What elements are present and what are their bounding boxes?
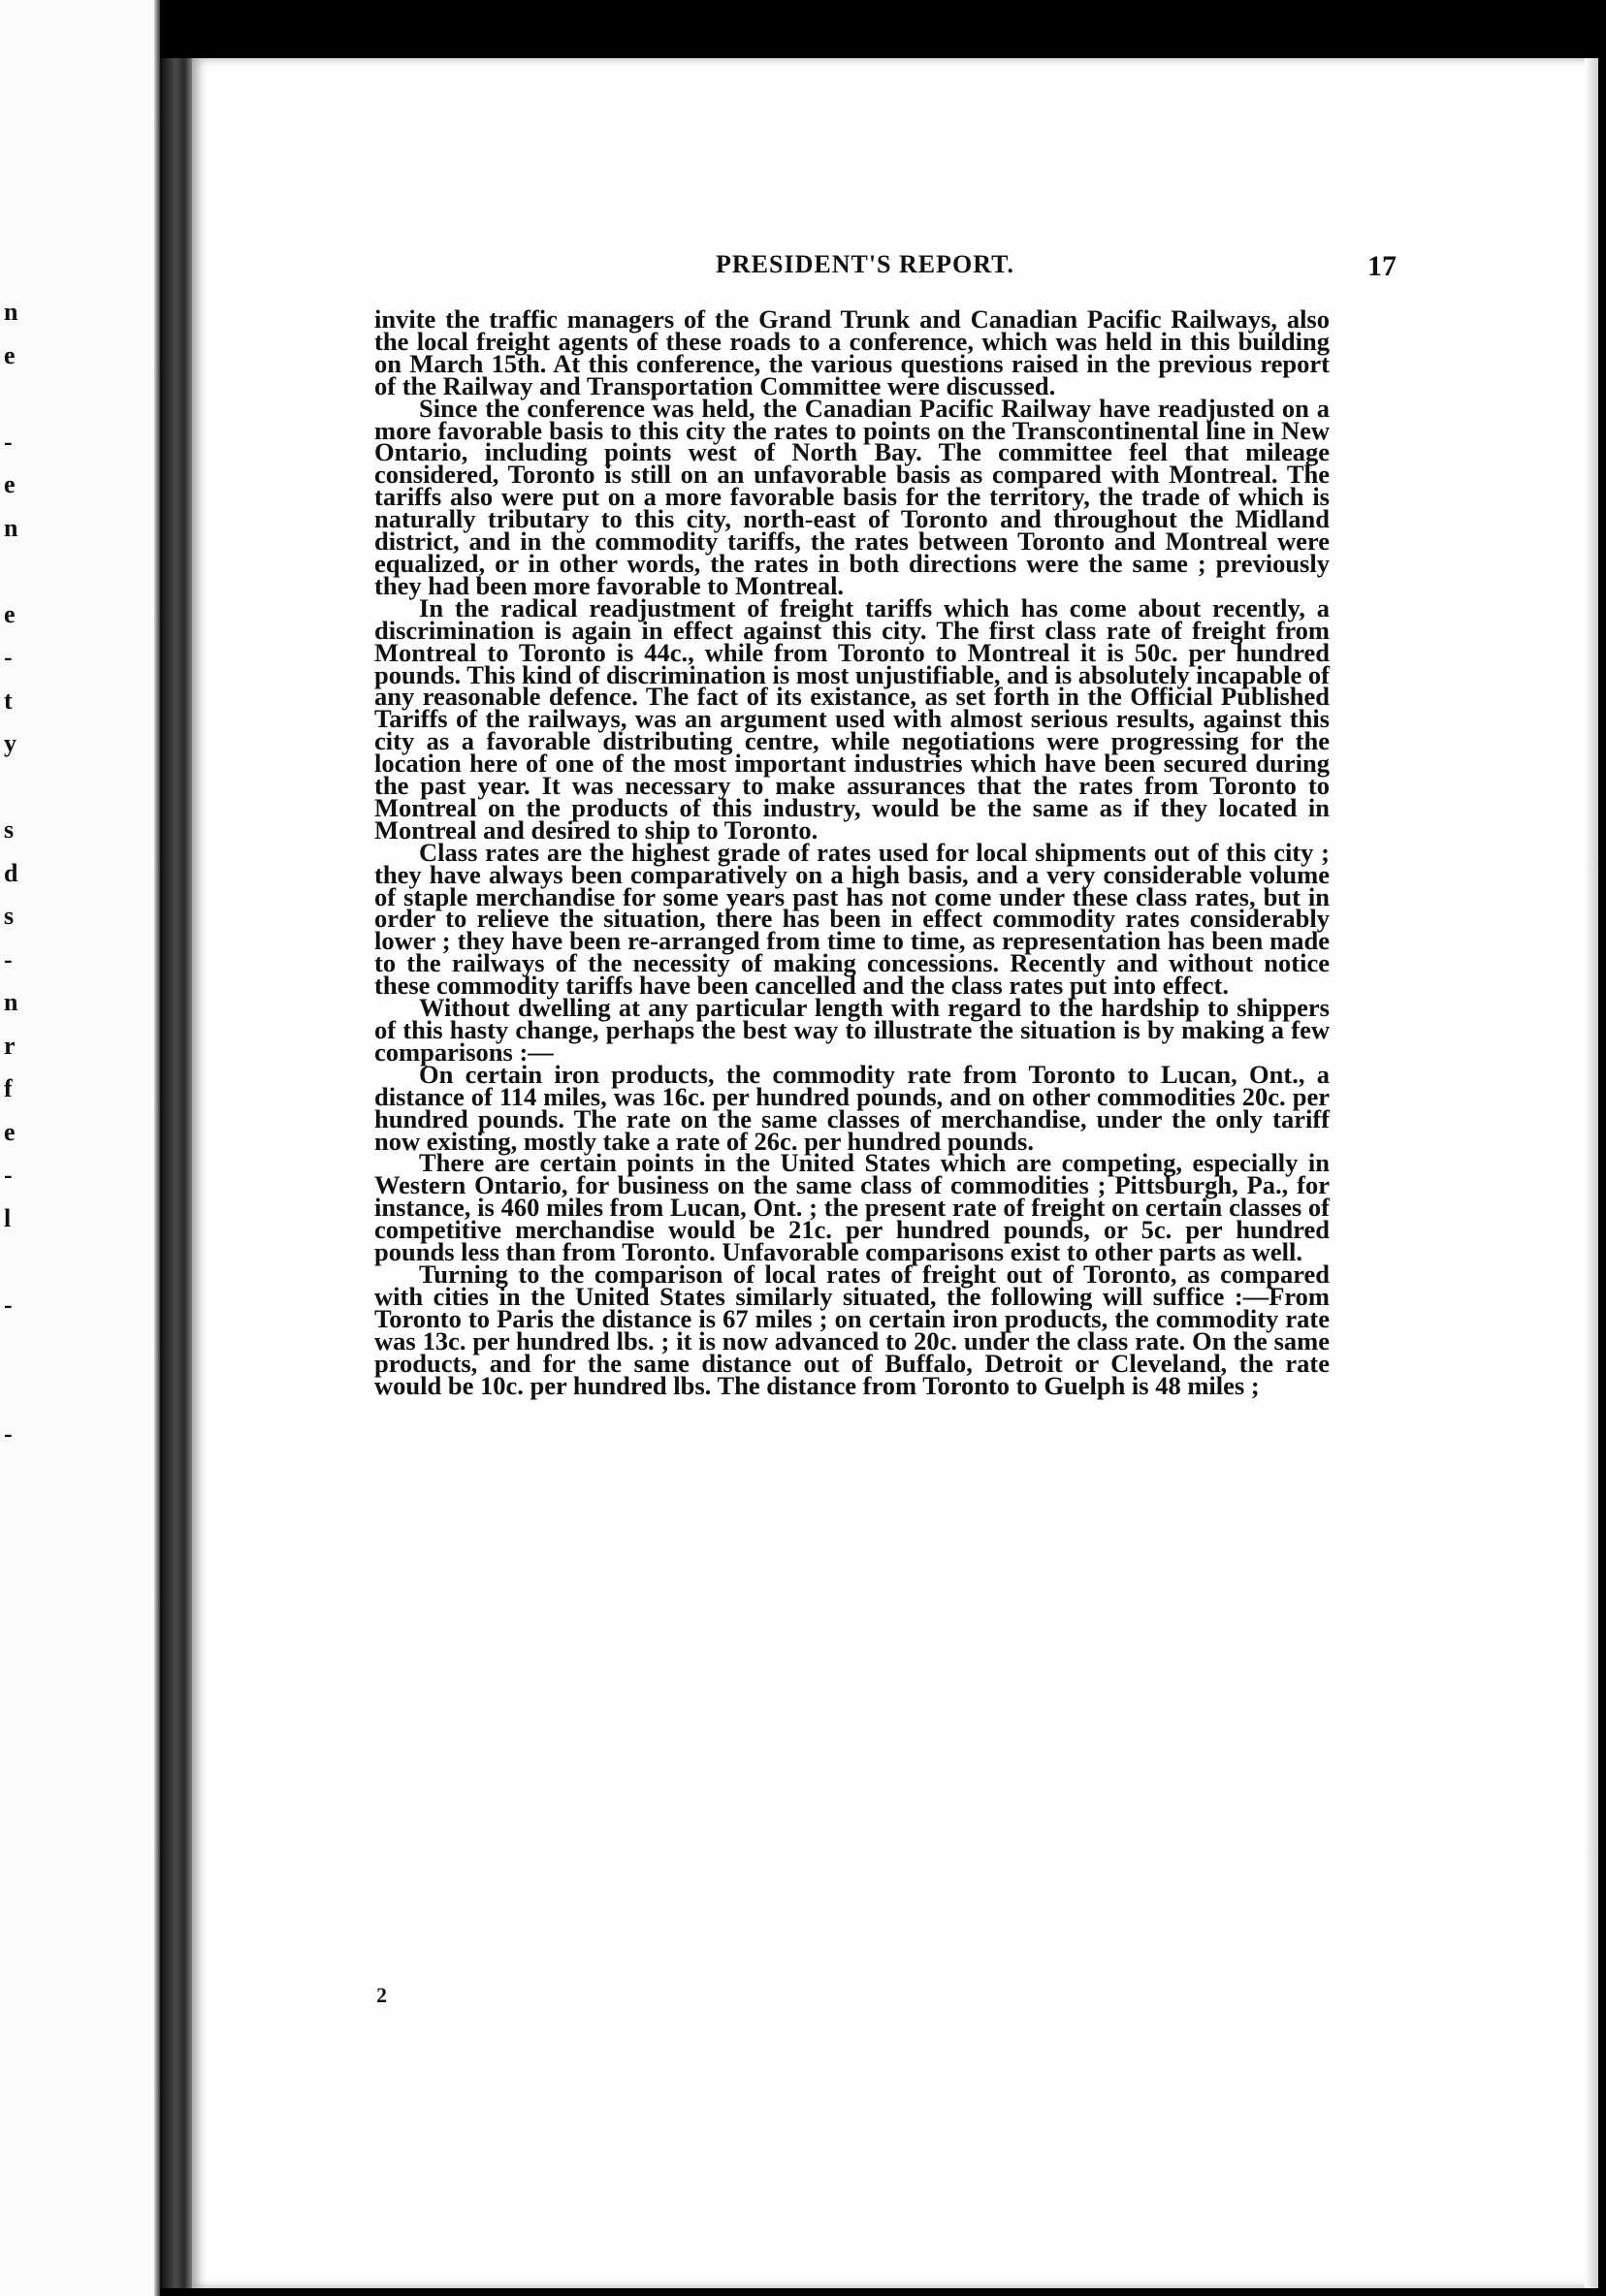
previous-page-fragment: e xyxy=(4,1117,16,1146)
previous-page-fragment: n xyxy=(4,988,18,1016)
previous-page-fragment: s xyxy=(4,902,15,930)
previous-page-fragment xyxy=(4,377,27,421)
previous-page-fragment: y xyxy=(4,729,16,757)
previous-page-fragment: s xyxy=(4,815,15,844)
previous-page-fragment xyxy=(4,1326,27,1370)
previous-page-fragment: - xyxy=(4,643,13,671)
previous-page-fragment: f xyxy=(4,1074,13,1102)
previous-page-fragment: - xyxy=(4,1419,13,1448)
body-paragraph: In the radical readjustment of freight tariffs which has come about recently, a discrimination is again in effect against this city. The first class rate of freight from Montreal to Toronto is 44c., while from Toronto to Montreal it is 50c. per hundred pounds. This kind of discrimination is most unjustifiable, and is absolutely incapable of any reasonable defence. The fact of its existance, as set forth in the Official Published Tariffs of the railways, was an argument used with almost serious results, against this city as a favorable distributing centre, while negotiations were progressing for the location here of one of the most important industries which have been secured during the past year. It was necessary to make assurances that the rates from Toronto to Montreal on the products of this industry, would be the same as if they located in Montreal and desired to ship to Toronto. xyxy=(374,592,1330,845)
page-right-edge xyxy=(1585,58,1598,2288)
page-number: 17 xyxy=(1367,250,1397,282)
previous-page-fragment: - xyxy=(4,427,13,456)
body-paragraph: Class rates are the highest grade of rates used for local shipments out of this city ; they have always been comparatively on a high basis, and a very considerable volume of staple merchandise for some years past has not come under these class rates, but in order to relieve the situation, there has been in effect commodity rates considerably lower ; they have been re-arranged from time to time, as representation has been made to the railways of the necessity of making concessions. Recently and without notice these commodity tariffs have been cancelled and the class rates put into effect. xyxy=(374,837,1330,1001)
body-paragraph: On certain iron products, the commodity rate from Toronto to Lucan, Ont., a distance of 114 miles, was 16c. per hundred pounds, and on other commodities 20c. per hundred pounds. The rate on the same classes of merchandise, under the only tariff now existing, mostly take a rate of 26c. per hundred pounds. xyxy=(374,1059,1330,1156)
previous-page-fragment: t xyxy=(4,686,13,715)
previous-page-fragment: - xyxy=(4,1290,13,1319)
body-paragraph: Without dwelling at any particular length with regard to the hardship to shippers of this hasty change, perhaps the best way to illustrate the situation is by making a few comparisons :— xyxy=(374,993,1330,1067)
previous-page-fragment: e xyxy=(4,340,16,369)
previous-page-fragment xyxy=(4,766,27,810)
previous-page-fragment: - xyxy=(4,944,13,973)
previous-page-strip xyxy=(0,0,160,2296)
previous-page-fragment: e xyxy=(4,470,16,498)
body-paragraph: There are certain points in the United States which are competing, especially in Western Ontario, for business on the same class of commodities ; Pittsburgh, Pa., for instance, is 460 miles from Lucan, Ont. ; the present rate of freight on certain classes of competitive merchandise would be 21c. per hundred pounds, or 5c. per hundred pounds less than from Toronto. Unfavorable comparisons exist to other parts as well. xyxy=(374,1148,1330,1267)
previous-page-fragment xyxy=(4,1456,27,1500)
previous-page-fragment: d xyxy=(4,858,18,887)
running-header: PRESIDENT'S REPORT. xyxy=(716,250,1014,278)
signature-mark: 2 xyxy=(376,1983,387,2007)
body-text xyxy=(374,304,1330,1400)
body-paragraph: Turning to the comparison of local rates of freight out of Toronto, as compared with cities in the United States similarly situated, the following will suffice :—From Toronto to Paris the distance is 67 miles ; on certain iron products, the commodity rate was 13c. per hundred lbs. ; it is now advanced to 20c. under the class rate. On the same products, and for the same distance out of Buffalo, Detroit or Cleveland, the rate would be 10c. per hundred lbs. The distance from Toronto to Guelph is 48 miles ; xyxy=(374,1259,1330,1400)
previous-page-fragment: - xyxy=(4,1161,13,1189)
previous-page-fragment: r xyxy=(4,1031,16,1060)
previous-page-fragment: n xyxy=(4,298,18,326)
body-paragraph: invite the traffic managers of the Grand Trunk and Canadian Pacific Railways, also the local freight agents of these roads to a conference, which was held in this building on March 15th. At this conference, the various questions raised in the previous report of the Railway and Transportation Committee were discussed. xyxy=(374,304,1330,400)
binding-gutter xyxy=(160,58,195,2288)
previous-page-fragment xyxy=(4,1240,27,1284)
previous-page-fragment xyxy=(4,550,27,593)
previous-page-text-fragments xyxy=(4,291,27,1499)
previous-page-fragment: e xyxy=(4,599,16,628)
previous-page-fragment: n xyxy=(4,513,18,542)
previous-page-fragment xyxy=(4,1370,27,1414)
previous-page-fragment: l xyxy=(4,1203,12,1232)
body-paragraph: Since the conference was held, the Canadian Pacific Railway have readjusted on a more favorable basis to this city the rates to points on the Transcontinental line in New Ontario, including points west of North Bay. The committee feel that mileage considered, Toronto is still on an unfavorable basis as compared with Montreal. The tariffs also were put on a more favorable basis for the territory, the trade of which is naturally tributary to this city, north-east of Toronto and throughout the Midland district, and in the commodity tariffs, the rates between Toronto and Montreal were equalized, or in other words, the rates in both directions were the same ; previously they had been more favorable to Montreal. xyxy=(374,393,1330,600)
report-page xyxy=(192,58,1598,2288)
